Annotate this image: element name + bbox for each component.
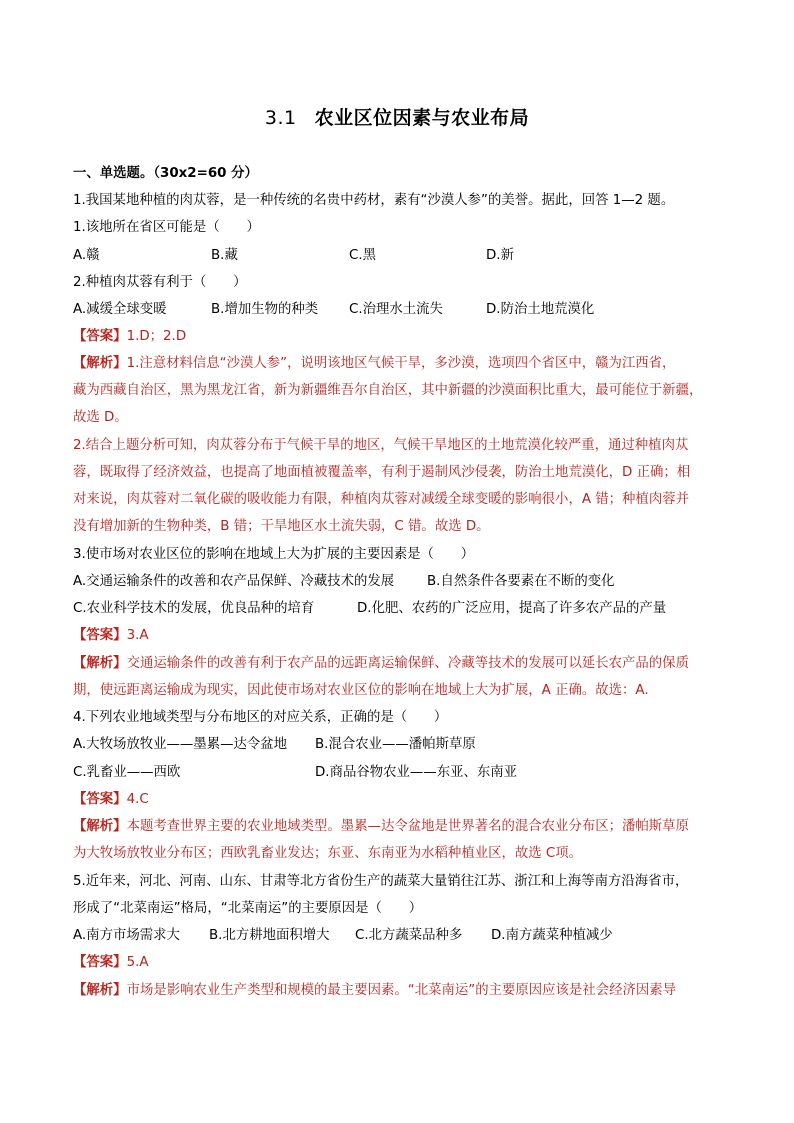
q3-option-d: D.化肥、农药的广泛应用，提高了许多农产品的产量 — [357, 601, 667, 616]
q1-option-a: A.赣 — [73, 248, 100, 263]
q4-stem: 4.下列农业地域类型与分布地区的对应关系，正确的是（ ） — [73, 710, 448, 725]
q4-option-c: C.乳畜业——西欧 — [73, 765, 181, 780]
q1-option-d: D.新 — [486, 248, 514, 263]
answer-3 — [73, 626, 149, 646]
explanation-1-line-6: 对来说，肉苁蓉对二氧化碳的吸收能力有限，种植肉苁蓉对减缓全球变暖的影响很小，A 错；种植肉蓉并 — [73, 492, 689, 507]
q5-stem-line-1: 5.近年来，河北、河南、山东、甘肃等北方省份生产的蔬菜大量销往江苏、浙江和上海等南方沿海省市， — [73, 874, 689, 889]
q1-option-c: C.黑 — [349, 248, 376, 263]
q5-option-a: A.南方市场需求大 — [73, 928, 180, 943]
answer-label: 【答案】 — [73, 628, 127, 643]
answer-label: 【答案】 — [73, 792, 127, 807]
answer-text: 1.D；2.D — [126, 329, 187, 344]
answer-5 — [73, 953, 149, 973]
q2-stem: 2.种植肉苁蓉有利于（ ） — [73, 275, 247, 290]
explanation-1-line-4: 2.结合上题分析可知，肉苁蓉分布于气候干旱的地区，气候干旱地区的土地荒漠化较严重，通过种植肉苁 — [73, 438, 689, 453]
q5-option-d: D.南方蔬菜种植减少 — [491, 928, 613, 943]
explanation-1-line-3: 故选 D。 — [73, 410, 128, 425]
explanation-1-line-2: 藏为西藏自治区，黑为黑龙江省，新为新疆维吾尔自治区，其中新疆的沙漠面积比重大，最可能位于新疆， — [73, 383, 703, 398]
answer-text: 4.C — [126, 792, 149, 807]
q1-stem: 1.该地所在省区可能是（ ） — [73, 220, 260, 235]
q2-option-c: C.治理水土流失 — [349, 302, 443, 317]
explanation-1-line-5: 蓉，既取得了经济效益，也提高了地面植被覆盖率，有利于遏制风沙侵袭，防治土地荒漠化，D 正确；相 — [73, 465, 691, 480]
q2-option-d: D.防治土地荒漠化 — [486, 302, 595, 317]
q4-option-d: D.商品谷物农业——东亚、东南亚 — [315, 765, 518, 780]
answer-label: 【答案】 — [73, 329, 127, 344]
explanation-3-line-1: 【解析】交通运输条件的改善有利于农产品的远距离运输保鲜、冷藏等技术的发展可以延长农产品的保质 — [73, 656, 689, 671]
page-title — [0, 103, 794, 130]
q4-option-a: A.大牧场放牧业——墨累—达令盆地 — [73, 737, 288, 752]
explanation-label: 【解析】 — [73, 819, 127, 834]
answer-label: 【答案】 — [73, 955, 127, 970]
answer-4 — [73, 790, 149, 810]
q1-option-b: B.藏 — [211, 248, 238, 263]
q3-option-b: B.自然条件各要素在不断的变化 — [427, 574, 615, 589]
answer-1 — [73, 327, 186, 347]
explanation-label: 【解析】 — [73, 983, 127, 998]
q5-stem-line-2: 形成了“北菜南运”格局，“北菜南运”的主要原因是（ ） — [73, 901, 423, 916]
explanation-5-line-1: 【解析】市场是影响农业生产类型和规模的最主要因素。“北菜南运”的主要原因应该是社会经济因素导 — [73, 983, 677, 998]
q3-option-a: A.交通运输条件的改善和农产品保鲜、冷藏技术的发展 — [73, 574, 395, 589]
answer-text: 3.A — [126, 628, 149, 643]
answer-text: 5.A — [126, 955, 149, 970]
q3-stem: 3.使市场对农业区位的影响在地域上大为扩展的主要因素是（ ） — [73, 547, 475, 562]
q1-intro: 1.我国某地种植的肉苁蓉，是一种传统的名贵中药材，素有“沙漠人参”的美誉。据此，回答 1—2 题。 — [73, 193, 675, 208]
q4-option-b: B.混合农业——潘帕斯草原 — [315, 737, 476, 752]
q5-option-c: C.北方蔬菜品种多 — [355, 928, 463, 943]
explanation-4-line-1: 【解析】本题考查世界主要的农业地域类型。墨累—达令盆地是世界著名的混合农业分布区；潘帕斯草原 — [73, 819, 689, 834]
q3-option-c: C.农业科学技术的发展，优良品种的培育 — [73, 601, 315, 616]
q2-option-b: B.增加生物的种类 — [211, 302, 319, 317]
title-text: 农业区位因素与农业布局 — [314, 107, 530, 129]
q5-option-b: B.北方耕地面积增大 — [209, 928, 330, 943]
explanation-3-line-2: 期，使远距离运输成为现实，因此使市场对农业区位的影响在地域上大为扩展，A 正确。故选：A. — [73, 683, 649, 698]
explanation-1-line-1: 【解析】1.注意材料信息“沙漠人参”，说明该地区气候干旱，多沙漠，选项四个省区中，赣为江西省， — [73, 356, 676, 371]
explanation-label: 【解析】 — [73, 656, 127, 671]
explanation-1-line-7: 没有增加新的生物种类，B 错；干旱地区水土流失弱，C 错。故选 D。 — [73, 519, 490, 534]
explanation-4-line-2: 为大牧场放牧业分布区；西欧乳畜业发达；东亚、东南亚为水稻种植业区，故选 C项。 — [73, 846, 583, 861]
explanation-label: 【解析】 — [73, 356, 127, 371]
section-heading: 一、单选题。（30x2=60 分） — [73, 166, 258, 181]
q2-option-a: A.减缓全球变暖 — [73, 302, 167, 317]
title-number: 3.1 — [264, 107, 297, 129]
